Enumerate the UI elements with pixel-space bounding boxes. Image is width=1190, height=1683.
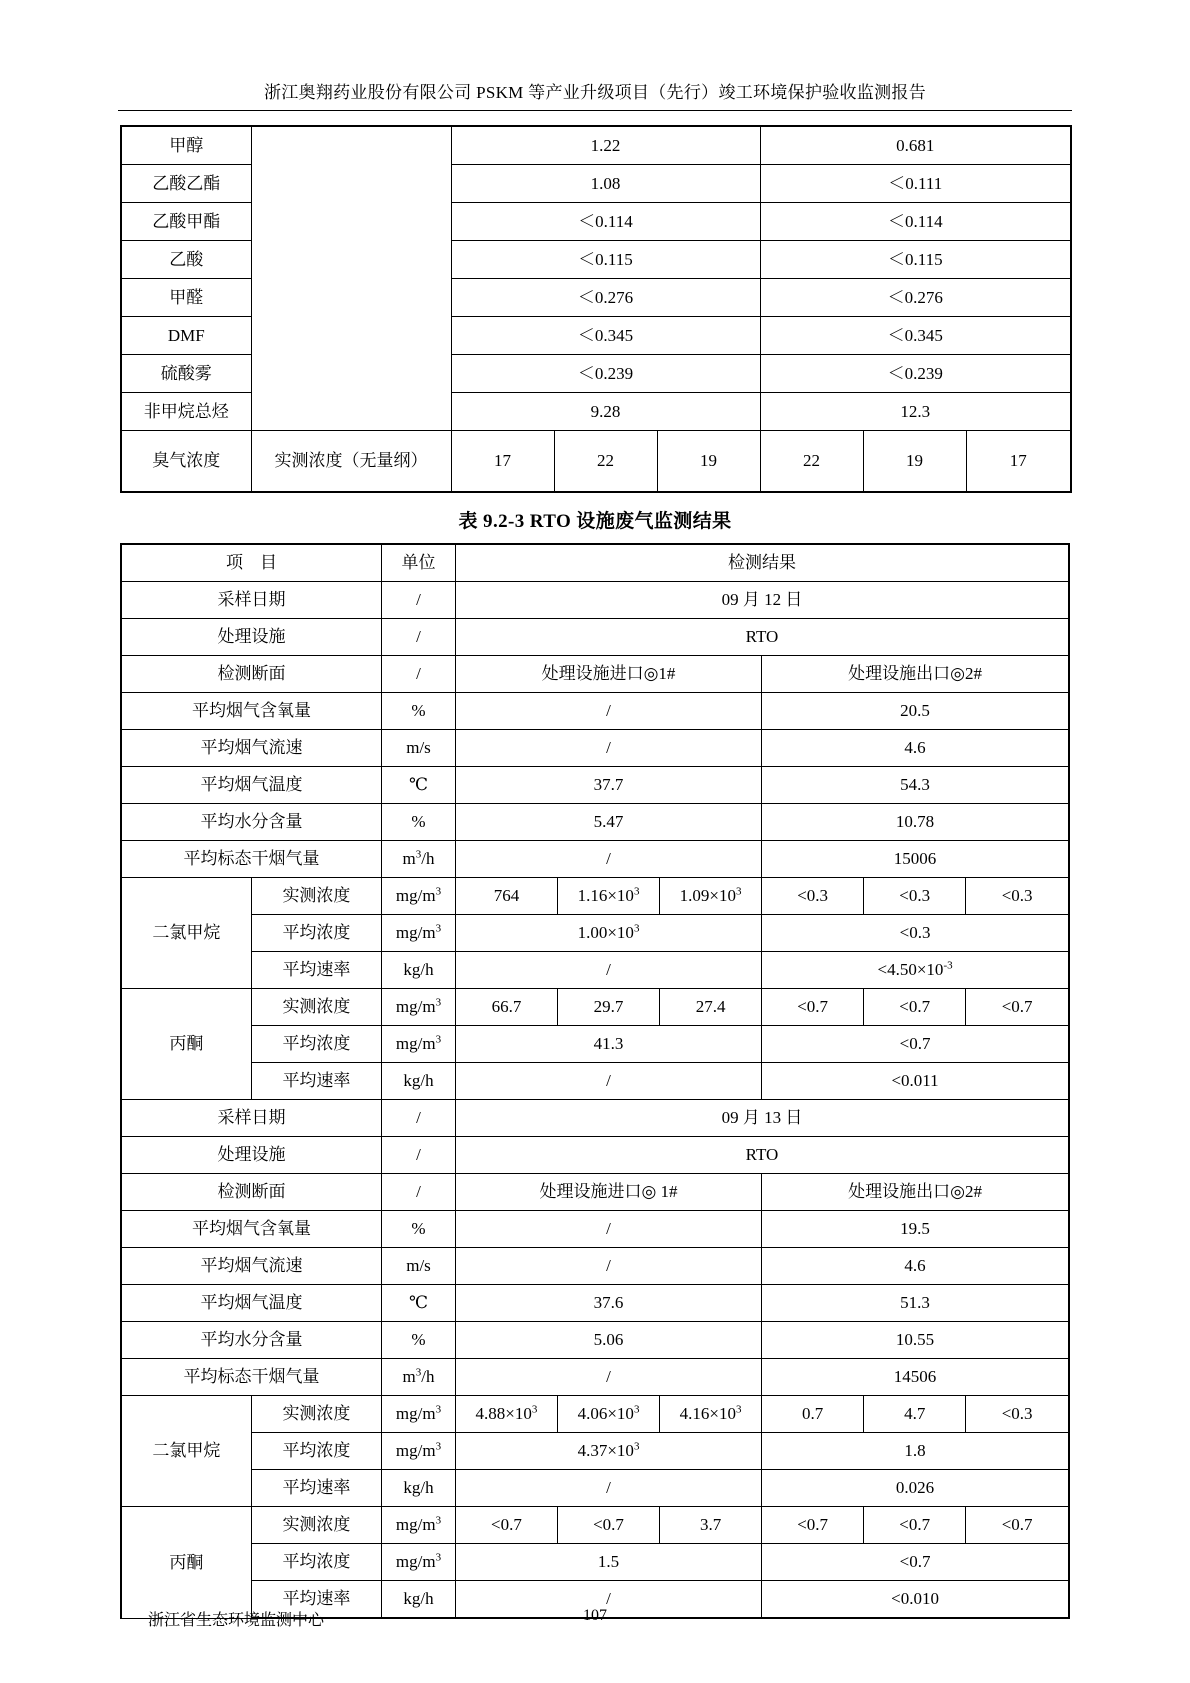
- measured-value: <0.7: [455, 1507, 557, 1544]
- row-value-inlet: /: [455, 1248, 761, 1285]
- measured-value: $1.09\times 10^3$: [660, 878, 762, 915]
- row-label: 臭气浓度: [121, 431, 251, 493]
- odor-value: 19: [657, 431, 760, 493]
- measured-value: $4.06\times 10^3$: [557, 1396, 659, 1433]
- row-label: 乙酸: [121, 241, 251, 279]
- row-value-inlet: ＜0.276: [451, 279, 760, 317]
- row-label: 非甲烷总烃: [121, 393, 251, 431]
- row-label: 实测浓度: [251, 878, 381, 915]
- row-value-outlet: ＜0.345: [760, 317, 1071, 355]
- table-row: [121, 1470, 1069, 1507]
- row-value-outlet: 19.5: [762, 1211, 1069, 1248]
- row-unit: ℃: [382, 767, 456, 804]
- measured-value: <0.7: [966, 1507, 1069, 1544]
- row-value-inlet: /: [455, 952, 761, 989]
- row-value-inlet: 1.5: [455, 1544, 761, 1581]
- row-unit: /: [382, 656, 456, 693]
- row-value-inlet: /: [455, 730, 761, 767]
- table-caption: 表 9.2-3 RTO 设施废气监测结果: [458, 511, 732, 532]
- row-label: 平均浓度: [251, 1544, 381, 1581]
- table-row-odor: [121, 431, 1071, 493]
- row-value-outlet: 10.55: [762, 1322, 1069, 1359]
- table-row: [121, 1174, 1069, 1211]
- table-row: [121, 1211, 1069, 1248]
- odor-value: 22: [554, 431, 657, 493]
- header-divider: [118, 110, 1072, 111]
- row-unit: $mg/m^3$: [382, 1396, 456, 1433]
- row-value-inlet: /: [455, 1470, 761, 1507]
- row-unit: $mg/m^3$: [382, 1507, 456, 1544]
- section-inlet: 处理设施进口◎ 1#: [455, 1174, 761, 1211]
- row-label: 平均速率: [251, 1470, 381, 1507]
- row-value-outlet: <0.3: [762, 915, 1069, 952]
- row-value-inlet: /: [455, 1581, 761, 1619]
- table-row: [121, 989, 1069, 1026]
- row-label: 平均浓度: [251, 1026, 381, 1063]
- row-value-inlet: /: [455, 841, 761, 878]
- measured-value: <0.3: [864, 878, 966, 915]
- row-value-inlet: /: [455, 693, 761, 730]
- row-value: 09 月 13 日: [455, 1100, 1069, 1137]
- table-row: [121, 915, 1069, 952]
- rto-exhaust-results-table: [120, 543, 1070, 1619]
- row-label: 平均烟气流速: [121, 1248, 382, 1285]
- row-value-inlet: /: [455, 1359, 761, 1396]
- measured-value: <0.3: [966, 1396, 1069, 1433]
- row-unit: $mg/m^3$: [382, 1026, 456, 1063]
- row-unit: /: [382, 619, 456, 656]
- row-value-outlet: 20.5: [762, 693, 1069, 730]
- pollutant-name: 二氯甲烷: [121, 1396, 251, 1507]
- row-label: 平均烟气含氧量: [121, 693, 382, 730]
- row-label: 平均烟气温度: [121, 767, 382, 804]
- header-title: 浙江奥翔药业股份有限公司 PSKM 等产业升级项目（先行）竣工环境保护验收监测报告: [263, 83, 927, 102]
- row-value-outlet: ＜0.276: [760, 279, 1071, 317]
- row-label: 平均水分含量: [121, 804, 382, 841]
- section-outlet: 处理设施出口◎2#: [762, 656, 1069, 693]
- row-value: RTO: [455, 619, 1069, 656]
- row-value: 09 月 12 日: [455, 582, 1069, 619]
- table-row: [121, 1026, 1069, 1063]
- header-result: 检测结果: [455, 544, 1069, 582]
- table-row: [121, 582, 1069, 619]
- measured-value: 4.7: [864, 1396, 966, 1433]
- row-value-inlet: /: [455, 1063, 761, 1100]
- row-unit: $mg/m^3$: [382, 1544, 456, 1581]
- row-label: 平均速率: [251, 1063, 381, 1100]
- section-inlet: 处理设施进口◎1#: [455, 656, 761, 693]
- pollutant-name: 二氯甲烷: [121, 878, 251, 989]
- table-row: [121, 1396, 1069, 1433]
- table-row: [121, 1322, 1069, 1359]
- page-footer: [120, 1607, 1070, 1629]
- row-unit: %: [382, 804, 456, 841]
- row-unit: /: [382, 582, 456, 619]
- row-unit: $m^3/h$: [382, 841, 456, 878]
- row-value-outlet: 4.6: [762, 1248, 1069, 1285]
- row-label: 平均浓度: [251, 1433, 381, 1470]
- row-label: 采样日期: [121, 1100, 382, 1137]
- row-label: 实测浓度: [251, 989, 381, 1026]
- row-label: 处理设施: [121, 1137, 382, 1174]
- header-item: 项 目: [121, 544, 382, 582]
- row-value-inlet: 1.22: [451, 126, 760, 165]
- section-outlet: 处理设施出口◎2#: [762, 1174, 1069, 1211]
- row-label: 实测浓度: [251, 1507, 381, 1544]
- row-value: RTO: [455, 1137, 1069, 1174]
- table-row: [121, 952, 1069, 989]
- row-value-outlet: <0.011: [762, 1063, 1069, 1100]
- row-value-outlet: 0.026: [762, 1470, 1069, 1507]
- row-label: 平均速率: [251, 1581, 381, 1619]
- pollutant-name: 丙酮: [121, 1507, 251, 1619]
- table-row: [121, 1248, 1069, 1285]
- odor-value: 19: [863, 431, 966, 493]
- measured-value: $1.16\times 10^3$: [557, 878, 659, 915]
- row-label: 平均标态干烟气量: [121, 841, 382, 878]
- blank-spacer-cell: [251, 126, 451, 431]
- table-row: [121, 1137, 1069, 1174]
- row-value-outlet: <0.7: [762, 1544, 1069, 1581]
- row-unit: m/s: [382, 1248, 456, 1285]
- row-unit: kg/h: [382, 1470, 456, 1507]
- page-header: [120, 0, 1070, 103]
- table-row: [121, 1285, 1069, 1322]
- table-row: [121, 126, 1071, 165]
- row-unit: /: [382, 1137, 456, 1174]
- measured-value: <0.3: [762, 878, 864, 915]
- row-value-outlet: 54.3: [762, 767, 1069, 804]
- row-label: 检测断面: [121, 656, 382, 693]
- row-unit: m/s: [382, 730, 456, 767]
- exhaust-results-table-continued: [120, 125, 1072, 493]
- row-unit: $mg/m^3$: [382, 878, 456, 915]
- row-unit: kg/h: [382, 1063, 456, 1100]
- row-unit: /: [382, 1100, 456, 1137]
- row-value-outlet: ＜0.239: [760, 355, 1071, 393]
- row-unit: kg/h: [382, 1581, 456, 1619]
- row-value-outlet: 12.3: [760, 393, 1071, 431]
- row-label: 处理设施: [121, 619, 382, 656]
- row-unit: $mg/m^3$: [382, 1433, 456, 1470]
- table-row: [121, 767, 1069, 804]
- measured-value: <0.7: [864, 1507, 966, 1544]
- row-value-inlet: ＜0.239: [451, 355, 760, 393]
- row-label: 平均标态干烟气量: [121, 1359, 382, 1396]
- table-row: [121, 841, 1069, 878]
- measured-value: <0.7: [762, 989, 864, 1026]
- row-value-inlet: 5.47: [455, 804, 761, 841]
- table-row: [121, 1544, 1069, 1581]
- row-label: 甲醛: [121, 279, 251, 317]
- measured-value: $4.88\times 10^3$: [455, 1396, 557, 1433]
- measured-value: 764: [455, 878, 557, 915]
- row-value-inlet: $1.00\times 10^3$: [455, 915, 761, 952]
- measured-concentration-label: 实测浓度（无量纲）: [251, 431, 451, 493]
- row-label: 检测断面: [121, 1174, 382, 1211]
- row-label: 平均水分含量: [121, 1322, 382, 1359]
- table-row: [121, 1063, 1069, 1100]
- odor-value: 17: [451, 431, 554, 493]
- row-value-outlet: ＜0.114: [760, 203, 1071, 241]
- measured-value: 0.7: [762, 1396, 864, 1433]
- row-unit: $mg/m^3$: [382, 915, 456, 952]
- row-value-outlet: 10.78: [762, 804, 1069, 841]
- row-value-inlet: 1.08: [451, 165, 760, 203]
- measured-value: 27.4: [660, 989, 762, 1026]
- row-label: 乙酸乙酯: [121, 165, 251, 203]
- row-label: 乙酸甲酯: [121, 203, 251, 241]
- row-value-inlet: ＜0.114: [451, 203, 760, 241]
- row-label: 平均烟气含氧量: [121, 1211, 382, 1248]
- row-label: 采样日期: [121, 582, 382, 619]
- row-value-inlet: 37.6: [455, 1285, 761, 1322]
- row-unit: kg/h: [382, 952, 456, 989]
- row-value-outlet: ＜0.111: [760, 165, 1071, 203]
- measured-value: <0.7: [762, 1507, 864, 1544]
- row-value-inlet: $4.37\times 10^3$: [455, 1433, 761, 1470]
- row-value-outlet: 51.3: [762, 1285, 1069, 1322]
- row-unit: $m^3/h$: [382, 1359, 456, 1396]
- row-unit: /: [382, 1174, 456, 1211]
- row-value-outlet: <0.7: [762, 1026, 1069, 1063]
- table-row: [121, 693, 1069, 730]
- table-row: [121, 730, 1069, 767]
- table-row: [121, 878, 1069, 915]
- row-label: 平均烟气温度: [121, 1285, 382, 1322]
- row-unit: $mg/m^3$: [382, 989, 456, 1026]
- row-label: 平均烟气流速: [121, 730, 382, 767]
- row-unit: ℃: [382, 1285, 456, 1322]
- row-label: 甲醇: [121, 126, 251, 165]
- table-row: [121, 656, 1069, 693]
- row-value-outlet: $<4.50\times 10^{-3}$: [762, 952, 1069, 989]
- table-row: [121, 1100, 1069, 1137]
- footer-page-number: 107: [583, 1607, 607, 1624]
- measured-value: 29.7: [557, 989, 659, 1026]
- row-value-inlet: /: [455, 1211, 761, 1248]
- row-value-outlet: 1.8: [762, 1433, 1069, 1470]
- row-value-inlet: 9.28: [451, 393, 760, 431]
- row-value-inlet: ＜0.345: [451, 317, 760, 355]
- odor-value: 22: [760, 431, 863, 493]
- row-value-outlet: 4.6: [762, 730, 1069, 767]
- row-unit: %: [382, 1211, 456, 1248]
- table-row: [121, 1433, 1069, 1470]
- measured-value: <0.7: [864, 989, 966, 1026]
- measured-value: <0.3: [966, 878, 1069, 915]
- table-row: [121, 619, 1069, 656]
- row-label: DMF: [121, 317, 251, 355]
- row-value-outlet: 15006: [762, 841, 1069, 878]
- odor-value: 17: [966, 431, 1071, 493]
- measured-value: <0.7: [557, 1507, 659, 1544]
- table-row: [121, 1359, 1069, 1396]
- row-label: 硫酸雾: [121, 355, 251, 393]
- row-label: 实测浓度: [251, 1396, 381, 1433]
- measured-value: $4.16\times 10^3$: [660, 1396, 762, 1433]
- row-label: 平均速率: [251, 952, 381, 989]
- table-header-row: [121, 544, 1069, 582]
- table-row: [121, 1507, 1069, 1544]
- pollutant-name: 丙酮: [121, 989, 251, 1100]
- row-value-outlet: 0.681: [760, 126, 1071, 165]
- row-unit: %: [382, 1322, 456, 1359]
- header-unit: 单位: [382, 544, 456, 582]
- measured-value: 3.7: [660, 1507, 762, 1544]
- table-row: [121, 804, 1069, 841]
- measured-value: 66.7: [455, 989, 557, 1026]
- row-value-outlet: ＜0.115: [760, 241, 1071, 279]
- row-value-outlet: 14506: [762, 1359, 1069, 1396]
- row-unit: %: [382, 693, 456, 730]
- row-value-outlet: <0.010: [762, 1581, 1069, 1619]
- footer-organization: 浙江省生态环境监测中心: [148, 1612, 325, 1629]
- measured-value: <0.7: [966, 989, 1069, 1026]
- row-value-inlet: 37.7: [455, 767, 761, 804]
- row-value-inlet: ＜0.115: [451, 241, 760, 279]
- row-value-inlet: 41.3: [455, 1026, 761, 1063]
- row-value-inlet: 5.06: [455, 1322, 761, 1359]
- row-label: 平均浓度: [251, 915, 381, 952]
